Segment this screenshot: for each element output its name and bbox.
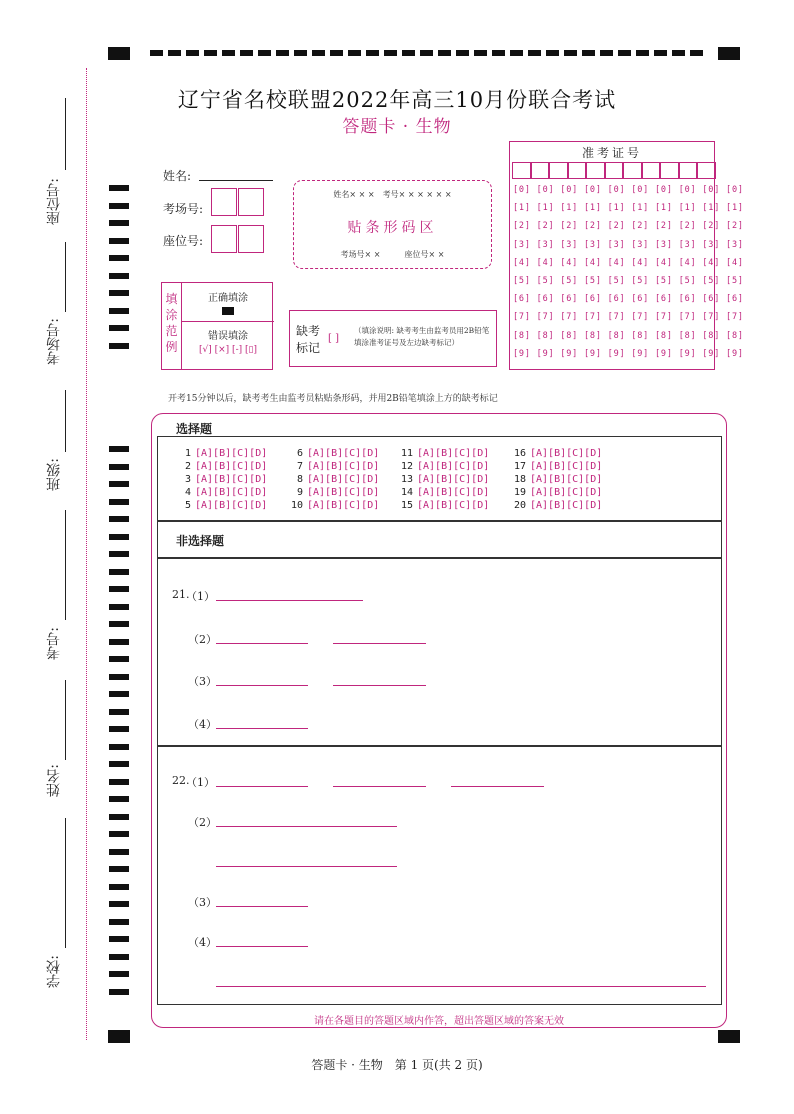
timing-mark xyxy=(109,604,129,610)
barcode-sample-line: 姓名× × × 考号× × × × × × xyxy=(333,190,452,199)
mc-options[interactable]: [A][B][C][D] xyxy=(530,474,603,485)
answer-line[interactable] xyxy=(333,786,426,787)
mc-question-row[interactable] xyxy=(397,460,489,473)
timing-mark xyxy=(474,50,487,56)
timing-mark xyxy=(109,936,129,942)
timing-mark xyxy=(348,50,361,56)
side-line xyxy=(65,818,66,948)
side-label-exam-no: 考号: xyxy=(46,627,62,660)
timing-mark xyxy=(312,50,325,56)
timing-mark xyxy=(109,343,129,349)
admission-digit-row[interactable]: [9] [9] [9] [9] [9] [9] [9] [9] [9] [9] xyxy=(513,348,744,359)
out-of-area-warning: 请在各题目的答题区域内作答，超出答题区域的答案无效 xyxy=(314,1016,564,1027)
timing-mark xyxy=(109,481,129,487)
timing-mark xyxy=(600,50,613,56)
answer-line[interactable] xyxy=(333,643,426,644)
timing-mark xyxy=(109,674,129,680)
mc-question-number: 3 xyxy=(184,474,191,485)
timing-mark xyxy=(618,50,631,56)
room-label: 考场号: xyxy=(163,202,204,216)
timing-mark xyxy=(109,325,129,331)
mc-options[interactable]: [A][B][C][D] xyxy=(417,487,490,498)
mc-question-number: 2 xyxy=(184,461,191,472)
question-22-part: （2） xyxy=(188,816,217,829)
mc-question-number: 17 xyxy=(513,461,526,472)
timing-mark xyxy=(109,586,129,592)
non-choice-header-box xyxy=(157,521,722,558)
name-field[interactable] xyxy=(199,180,273,181)
mc-question-row[interactable] xyxy=(287,447,379,460)
side-line xyxy=(65,242,66,312)
timing-mark xyxy=(109,639,129,645)
mc-question-number: 5 xyxy=(184,500,191,511)
mc-options[interactable]: [A][B][C][D] xyxy=(530,487,603,498)
question-22-number: 22. xyxy=(172,774,190,787)
mc-question-row[interactable] xyxy=(397,486,489,499)
timing-mark xyxy=(109,796,129,802)
admission-digit-row[interactable]: [6] [6] [6] [6] [6] [6] [6] [6] [6] [6] xyxy=(513,294,744,305)
question-21-part: （2） xyxy=(188,633,217,646)
timing-mark xyxy=(564,50,577,56)
mc-question-number: 18 xyxy=(513,474,526,485)
timing-mark xyxy=(109,726,129,732)
timing-mark xyxy=(528,50,541,56)
timing-mark xyxy=(109,255,129,261)
mc-options[interactable]: [A][B][C][D] xyxy=(530,461,603,472)
mc-question-row[interactable] xyxy=(175,486,267,499)
mc-question-row[interactable] xyxy=(287,499,379,512)
timing-mark xyxy=(109,849,129,855)
timing-mark xyxy=(109,814,129,820)
mc-options[interactable]: [A][B][C][D] xyxy=(195,461,268,472)
corner-mark-top-right xyxy=(718,47,740,60)
timing-mark xyxy=(109,901,129,907)
timing-mark xyxy=(492,50,505,56)
admission-digit-row[interactable]: [7] [7] [7] [7] [7] [7] [7] [7] [7] [7] xyxy=(513,312,744,323)
timing-mark xyxy=(330,50,343,56)
question-22-box xyxy=(157,746,722,1005)
question-22-part: （1） xyxy=(186,776,215,789)
barcode-area-title: 贴条形码区 xyxy=(347,220,438,236)
side-line xyxy=(65,680,66,760)
absent-note: （填涂说明: 缺考考生由监考员用2B铅笔填涂准考证号及左边缺考标记） xyxy=(354,326,490,347)
timing-mark xyxy=(150,50,163,56)
answer-line[interactable] xyxy=(216,986,706,987)
timing-mark xyxy=(294,50,307,56)
timing-mark xyxy=(109,656,129,662)
timing-mark xyxy=(109,919,129,925)
answer-line[interactable] xyxy=(216,826,397,827)
timing-mark xyxy=(109,954,129,960)
side-label-class: 班级: xyxy=(46,458,62,491)
mc-options[interactable]: [A][B][C][D] xyxy=(530,448,603,459)
admission-number-cells[interactable] xyxy=(512,162,716,179)
barcode-sample-line: 考场号× × 座位号× × xyxy=(340,250,445,259)
timing-mark xyxy=(240,50,253,56)
name-label: 姓名: xyxy=(163,169,192,183)
late-notice: 开考15分钟以后，缺考考生由监考员粘贴条形码，并用2B铅笔填涂上方的缺考标记 xyxy=(168,394,498,404)
answer-line[interactable] xyxy=(216,685,308,686)
mc-options[interactable]: [A][B][C][D] xyxy=(417,448,490,459)
answer-line[interactable] xyxy=(216,643,308,644)
timing-mark xyxy=(109,551,129,557)
timing-mark xyxy=(109,779,129,785)
admission-digit-row[interactable]: [3] [3] [3] [3] [3] [3] [3] [3] [3] [3] xyxy=(513,239,744,250)
legend-divider xyxy=(182,321,274,322)
answer-line[interactable] xyxy=(451,786,544,787)
admission-digit-row[interactable]: [0] [0] [0] [0] [0] [0] [0] [0] [0] [0] xyxy=(513,185,744,195)
mc-question-row[interactable] xyxy=(397,447,489,460)
fill-example-side-label: 填涂范例 xyxy=(162,283,182,369)
absent-mark-box xyxy=(289,310,497,367)
correct-fill-mark xyxy=(222,307,234,315)
side-line xyxy=(65,510,66,620)
timing-mark xyxy=(402,50,415,56)
timing-mark xyxy=(109,884,129,890)
timing-mark xyxy=(109,534,129,540)
mc-question-row[interactable] xyxy=(175,473,267,486)
timing-mark xyxy=(109,569,129,575)
mc-question-number: 16 xyxy=(513,448,526,459)
mc-options[interactable]: [A][B][C][D] xyxy=(307,487,380,498)
timing-mark xyxy=(168,50,181,56)
non-choice-title: 非选择题 xyxy=(176,534,225,548)
mc-question-row[interactable] xyxy=(175,499,267,512)
corner-mark-top-left xyxy=(108,47,130,60)
absent-label: 缺考标记 xyxy=(296,324,321,355)
admission-digit-row[interactable]: [1] [1] [1] [1] [1] [1] [1] [1] [1] [1] xyxy=(513,203,744,214)
answer-line[interactable] xyxy=(216,728,308,729)
mc-question-number: 8 xyxy=(296,474,303,485)
mc-options[interactable]: [A][B][C][D] xyxy=(195,487,268,498)
binding-line xyxy=(86,68,87,1040)
timing-mark xyxy=(690,50,703,56)
timing-mark xyxy=(109,203,129,209)
mc-question-row[interactable] xyxy=(287,473,379,486)
timing-mark xyxy=(510,50,523,56)
admission-number-title: 准考证号 xyxy=(581,146,642,160)
mc-question-number: 19 xyxy=(513,487,526,498)
mc-question-number: 4 xyxy=(184,487,191,498)
timing-mark xyxy=(109,709,129,715)
multiple-choice-title: 选择题 xyxy=(176,422,213,436)
seat-cell[interactable] xyxy=(238,225,264,253)
mc-options[interactable]: [A][B][C][D] xyxy=(530,500,603,511)
timing-mark xyxy=(222,50,235,56)
room-cell[interactable] xyxy=(211,188,237,216)
timing-mark xyxy=(186,50,199,56)
page-subtitle: 答题卡 · 生物 xyxy=(342,117,452,137)
mc-question-row[interactable] xyxy=(510,486,602,499)
side-label-room: 考场号: xyxy=(46,318,62,365)
corner-mark-bottom-left xyxy=(108,1030,130,1043)
mc-question-row[interactable] xyxy=(287,486,379,499)
timing-mark xyxy=(109,761,129,767)
answer-line[interactable] xyxy=(216,946,308,947)
timing-mark xyxy=(636,50,649,56)
timing-mark xyxy=(109,866,129,872)
question-22-part: （3） xyxy=(188,896,217,909)
mc-question-row[interactable] xyxy=(510,447,602,460)
mc-question-row[interactable] xyxy=(175,460,267,473)
timing-mark xyxy=(109,989,129,995)
timing-mark xyxy=(109,971,129,977)
timing-mark xyxy=(109,499,129,505)
mc-question-row[interactable] xyxy=(397,499,489,512)
fill-example xyxy=(161,282,273,370)
side-label-school: 学校: xyxy=(46,955,62,988)
mc-question-number: 1 xyxy=(184,448,191,459)
mc-question-row[interactable] xyxy=(510,473,602,486)
seat-label: 座位号: xyxy=(163,234,204,248)
corner-mark-bottom-right xyxy=(718,1030,740,1043)
admission-number-block xyxy=(509,141,744,370)
side-line xyxy=(65,390,66,452)
mc-question-number: 7 xyxy=(296,461,303,472)
mc-question-number: 11 xyxy=(400,448,413,459)
side-label-seat: 座位号: xyxy=(46,178,62,225)
answer-line[interactable] xyxy=(216,600,363,601)
answer-line[interactable] xyxy=(333,685,426,686)
seat-cell[interactable] xyxy=(211,225,237,253)
timing-mark xyxy=(109,220,129,226)
admission-digit-row[interactable]: [2] [2] [2] [2] [2] [2] [2] [2] [2] [2] xyxy=(513,221,744,232)
timing-mark xyxy=(438,50,451,56)
mc-question-row[interactable] xyxy=(510,460,602,473)
page-footer: 答题卡 · 生物 第 1 页(共 2 页) xyxy=(311,1058,483,1072)
timing-mark xyxy=(109,621,129,627)
timing-mark xyxy=(109,744,129,750)
timing-mark xyxy=(109,308,129,314)
mc-options[interactable]: [A][B][C][D] xyxy=(307,448,380,459)
timing-mark xyxy=(420,50,433,56)
wrong-fill-marks: [√] [×] [-] [▯] xyxy=(199,345,257,355)
mc-options[interactable]: [A][B][C][D] xyxy=(307,500,380,511)
mc-question-row[interactable] xyxy=(287,460,379,473)
mc-question-number: 13 xyxy=(400,474,413,485)
mc-question-number: 20 xyxy=(513,500,526,511)
timing-mark xyxy=(366,50,379,56)
mc-question-number: 10 xyxy=(290,500,303,511)
side-label-name: 姓名: xyxy=(46,764,62,797)
mc-question-number: 9 xyxy=(296,487,303,498)
question-22-part: （4） xyxy=(188,936,217,949)
timing-mark xyxy=(109,464,129,470)
timing-mark xyxy=(654,50,667,56)
wrong-fill-label: 错误填涂 xyxy=(208,331,248,342)
timing-mark xyxy=(109,446,129,452)
timing-mark xyxy=(109,831,129,837)
timing-mark xyxy=(109,238,129,244)
admission-digit-row[interactable]: [8] [8] [8] [8] [8] [8] [8] [8] [8] [8] xyxy=(513,330,744,341)
answer-line[interactable] xyxy=(216,866,397,867)
question-21-number: 21. xyxy=(172,588,190,601)
timing-mark xyxy=(276,50,289,56)
timing-mark xyxy=(109,273,129,279)
mc-question-row[interactable] xyxy=(175,447,267,460)
timing-mark xyxy=(384,50,397,56)
page-title: 辽宁省名校联盟2022年高三10月份联合考试 xyxy=(177,88,617,112)
timing-mark xyxy=(456,50,469,56)
correct-fill-label: 正确填涂 xyxy=(208,293,248,304)
timing-mark xyxy=(109,185,129,191)
barcode-area xyxy=(293,180,492,269)
mc-question-number: 12 xyxy=(400,461,413,472)
mc-options[interactable]: [A][B][C][D] xyxy=(417,500,490,511)
absent-checkbox[interactable]: [ ] xyxy=(328,333,339,344)
admission-digit-row[interactable]: [5] [5] [5] [5] [5] [5] [5] [5] [5] [5] xyxy=(513,276,744,286)
question-21-part: （4） xyxy=(188,718,217,731)
admission-digit-row[interactable]: [4] [4] [4] [4] [4] [4] [4] [4] [4] [4] xyxy=(513,257,744,268)
mc-question-row[interactable] xyxy=(510,499,602,512)
mc-question-number: 15 xyxy=(400,500,413,511)
timing-mark xyxy=(546,50,559,56)
mc-options[interactable]: [A][B][C][D] xyxy=(195,448,268,459)
mc-question-number: 14 xyxy=(400,487,413,498)
room-cell[interactable] xyxy=(238,188,264,216)
mc-options[interactable]: [A][B][C][D] xyxy=(195,474,268,485)
answer-line[interactable] xyxy=(216,786,308,787)
mc-question-number: 6 xyxy=(296,448,303,459)
mc-options[interactable]: [A][B][C][D] xyxy=(307,474,380,485)
timing-mark xyxy=(258,50,271,56)
timing-mark xyxy=(672,50,685,56)
mc-options[interactable]: [A][B][C][D] xyxy=(195,500,268,511)
answer-line[interactable] xyxy=(216,906,308,907)
question-21-part: （3） xyxy=(188,675,217,688)
mc-options[interactable]: [A][B][C][D] xyxy=(417,461,490,472)
timing-mark xyxy=(109,691,129,697)
mc-options[interactable]: [A][B][C][D] xyxy=(417,474,490,485)
question-21-box xyxy=(157,558,722,746)
timing-mark xyxy=(204,50,217,56)
timing-mark xyxy=(109,290,129,296)
question-21-part: （1） xyxy=(186,590,215,603)
mc-question-row[interactable] xyxy=(397,473,489,486)
timing-mark xyxy=(582,50,595,56)
timing-mark xyxy=(109,516,129,522)
mc-options[interactable]: [A][B][C][D] xyxy=(307,461,380,472)
